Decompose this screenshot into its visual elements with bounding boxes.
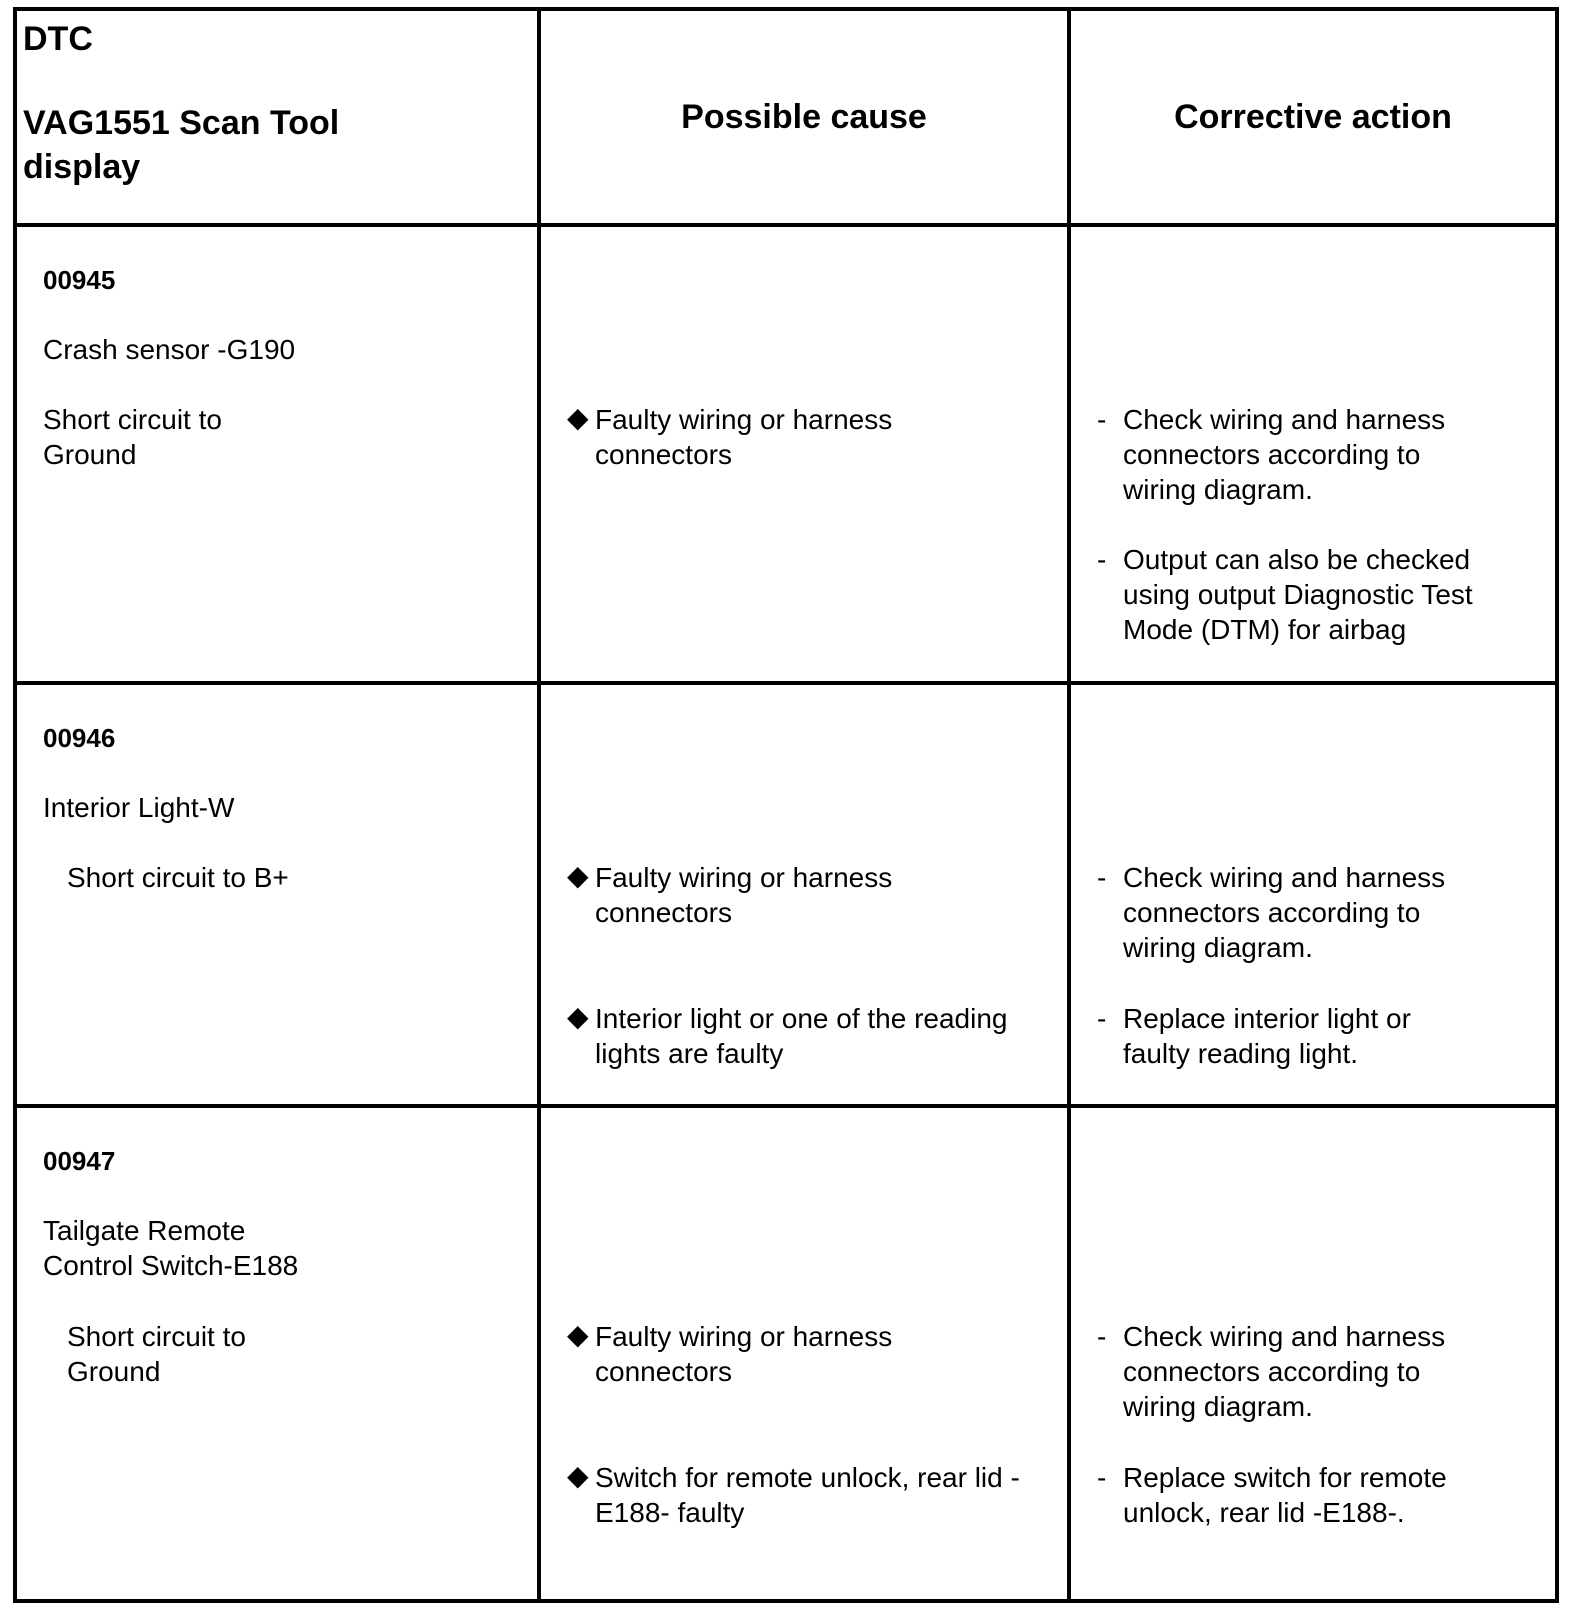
corrective-action-cell <box>1069 225 1557 683</box>
dtc-fault: Short circuit to Ground <box>67 1321 246 1387</box>
diamond-bullet-icon: ◆ <box>567 1460 589 1491</box>
cause-item: ◆ Interior light or one of the reading lights are faulty <box>567 1001 1008 1069</box>
dtc-cell <box>15 1106 539 1601</box>
dtc-cell <box>15 683 539 1106</box>
dash-bullet-icon: - <box>1097 862 1107 893</box>
dash-bullet-icon: - <box>1097 1003 1107 1034</box>
dtc-code: 00946 <box>43 723 116 753</box>
cause-item: ◆ Switch for remote unlock, rear lid -E188- faulty <box>567 1460 1020 1528</box>
header-dtc-label: DTC <box>23 20 93 58</box>
dash-bullet-icon: - <box>1097 404 1107 435</box>
possible-cause-cell <box>539 225 1069 683</box>
diamond-bullet-icon: ◆ <box>567 860 589 891</box>
diamond-bullet-icon: ◆ <box>567 1001 589 1032</box>
action-item: - Check wiring and harness connectors according to wiring diagram. <box>1097 1321 1446 1422</box>
action-item: - Replace interior light or faulty reading light. <box>1097 1003 1411 1069</box>
dtc-table <box>13 7 1559 1603</box>
dtc-code: 00947 <box>43 1146 116 1176</box>
dash-bullet-icon: - <box>1097 544 1107 575</box>
table-row <box>15 225 1557 683</box>
dtc-component: Interior Light-W <box>43 792 235 823</box>
action-item: - Output can also be checked using output Diagnostic Test Mode (DTM) for airbag <box>1097 544 1473 645</box>
diamond-bullet-icon: ◆ <box>567 402 589 433</box>
possible-cause-cell <box>539 683 1069 1106</box>
diamond-bullet-icon: ◆ <box>567 1319 589 1350</box>
cause-item: ◆ Faulty wiring or harness connectors <box>567 1319 893 1387</box>
dtc-code: 00945 <box>43 265 116 295</box>
cause-item: ◆ Faulty wiring or harness connectors <box>567 402 893 470</box>
dtc-component: Crash sensor -G190 <box>43 334 296 365</box>
dtc-cell <box>15 225 539 683</box>
possible-cause-cell <box>539 1106 1069 1601</box>
dtc-component: Tailgate Remote Control Switch-E188 <box>43 1215 299 1281</box>
action-item: - Replace switch for remote unlock, rear lid -E188-. <box>1097 1462 1447 1528</box>
corrective-action-cell <box>1069 683 1557 1106</box>
table-header-row <box>15 9 1557 225</box>
dash-bullet-icon: - <box>1097 1462 1107 1493</box>
table-row <box>15 683 1557 1106</box>
action-item: - Check wiring and harness connectors according to wiring diagram. <box>1097 404 1446 505</box>
cause-item: ◆ Faulty wiring or harness connectors <box>567 860 893 928</box>
dash-bullet-icon: - <box>1097 1321 1107 1352</box>
dtc-fault: Short circuit to Ground <box>43 404 222 470</box>
dtc-fault: Short circuit to B+ <box>67 862 289 893</box>
header-dtc-cell <box>15 9 539 225</box>
table-row <box>15 1106 1557 1601</box>
corrective-action-cell <box>1069 1106 1557 1601</box>
header-scan-tool-label: VAG1551 Scan Tool display <box>23 104 340 186</box>
action-item: - Check wiring and harness connectors according to wiring diagram. <box>1097 862 1446 963</box>
header-possible-cause: Possible cause <box>539 9 1069 225</box>
header-corrective-action: Corrective action <box>1069 9 1557 225</box>
